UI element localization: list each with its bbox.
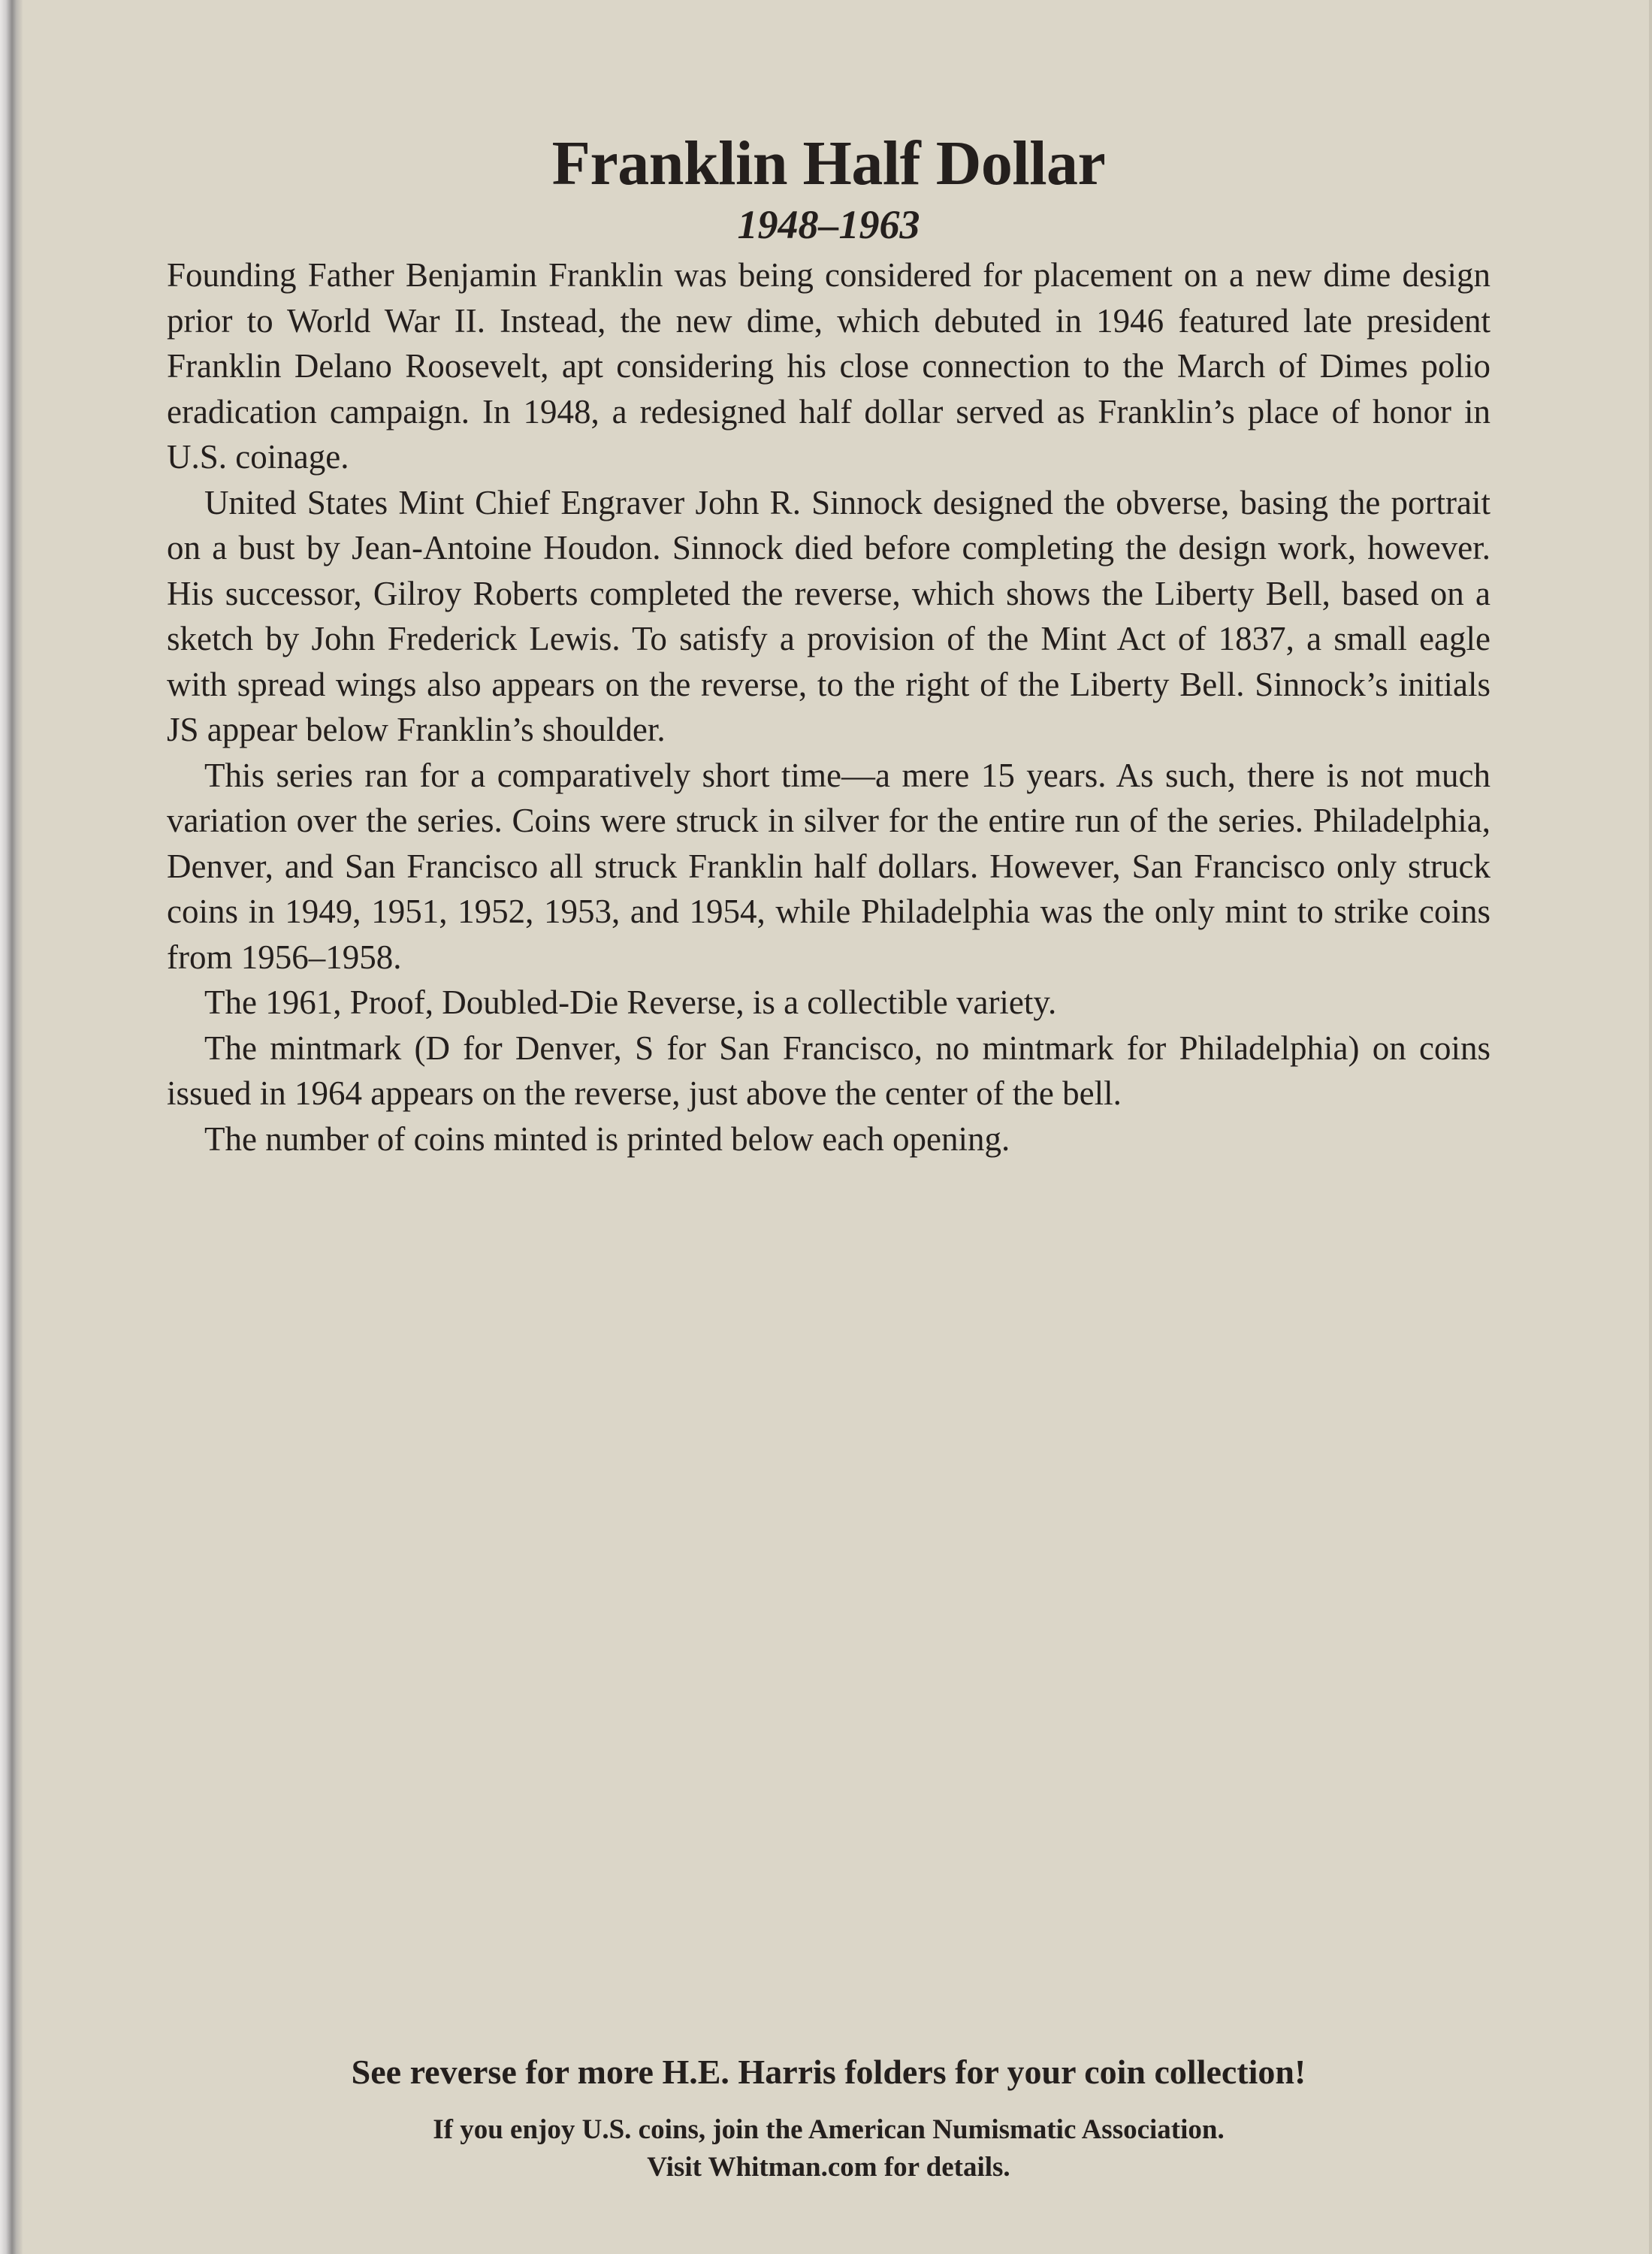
footer [167, 2050, 1490, 2186]
paragraph-series: This series ran for a comparatively short time—a mere 15 years. As such, there is not much variation over the series. Coins were struck in silver for the entire run of the series. Philadelphia, Denver, and San Francisco all struck Franklin half dollars. However, San Francisco only struck coins in 1949, 1951, 1952, 1953, and 1954, while Philadelphia was the only mint to strike coins from 1956–1958. [167, 756, 1490, 976]
body-text [167, 252, 1490, 1162]
paragraph-mintage: The number of coins minted is printed below each opening. [204, 1119, 1010, 1158]
folder-binding-edge [0, 0, 23, 2254]
date-range: 1948–1963 [737, 202, 920, 247]
page-title: Franklin Half Dollar [551, 128, 1106, 198]
document-content [167, 128, 1490, 1162]
footer-visit-line: Visit Whitman.com for details. [647, 2152, 1010, 2183]
paragraph-variety: The 1961, Proof, Doubled-Die Reverse, is a collectible variety. [204, 983, 1057, 1021]
paragraph-mintmark: The mintmark (D for Denver, S for San Francisco, no mintmark for Philadelphia) on coins issued in 1964 appears on the reverse, just above the center of the bell. [167, 1029, 1490, 1112]
footer-promo: See reverse for more H.E. Harris folders for your coin collection! [351, 2053, 1306, 2091]
footer-association-line: If you enjoy U.S. coins, join the American Numismatic Association. [433, 2114, 1225, 2145]
paragraph-design: United States Mint Chief Engraver John R. Sinnock designed the obverse, basing the portrait on a bust by Jean-Antoine Houdon. Sinnock died before completing the design work, however. His successor, Gilroy Roberts completed the reverse, which shows the Liberty Bell, based on a sketch by John Frederick Lewis. To satisfy a provision of the Mint Act of 1837, a small eagle with spread wings also appears on the reverse, to the right of the Liberty Bell. Sinnock’s initials JS appear below Franklin’s shoulder. [167, 483, 1490, 748]
folder-right-edge [1649, 0, 1652, 2254]
paragraph-intro: Founding Father Benjamin Franklin was being considered for placement on a new dime design prior to World War II. Instead, the new dime, which debuted in 1946 featured late president Franklin Delano Roosevelt, apt considering his close connection to the March of Dimes polio eradication campaign. In 1948, a redesigned half dollar served as Franklin’s place of honor in U.S. coinage. [167, 256, 1490, 476]
